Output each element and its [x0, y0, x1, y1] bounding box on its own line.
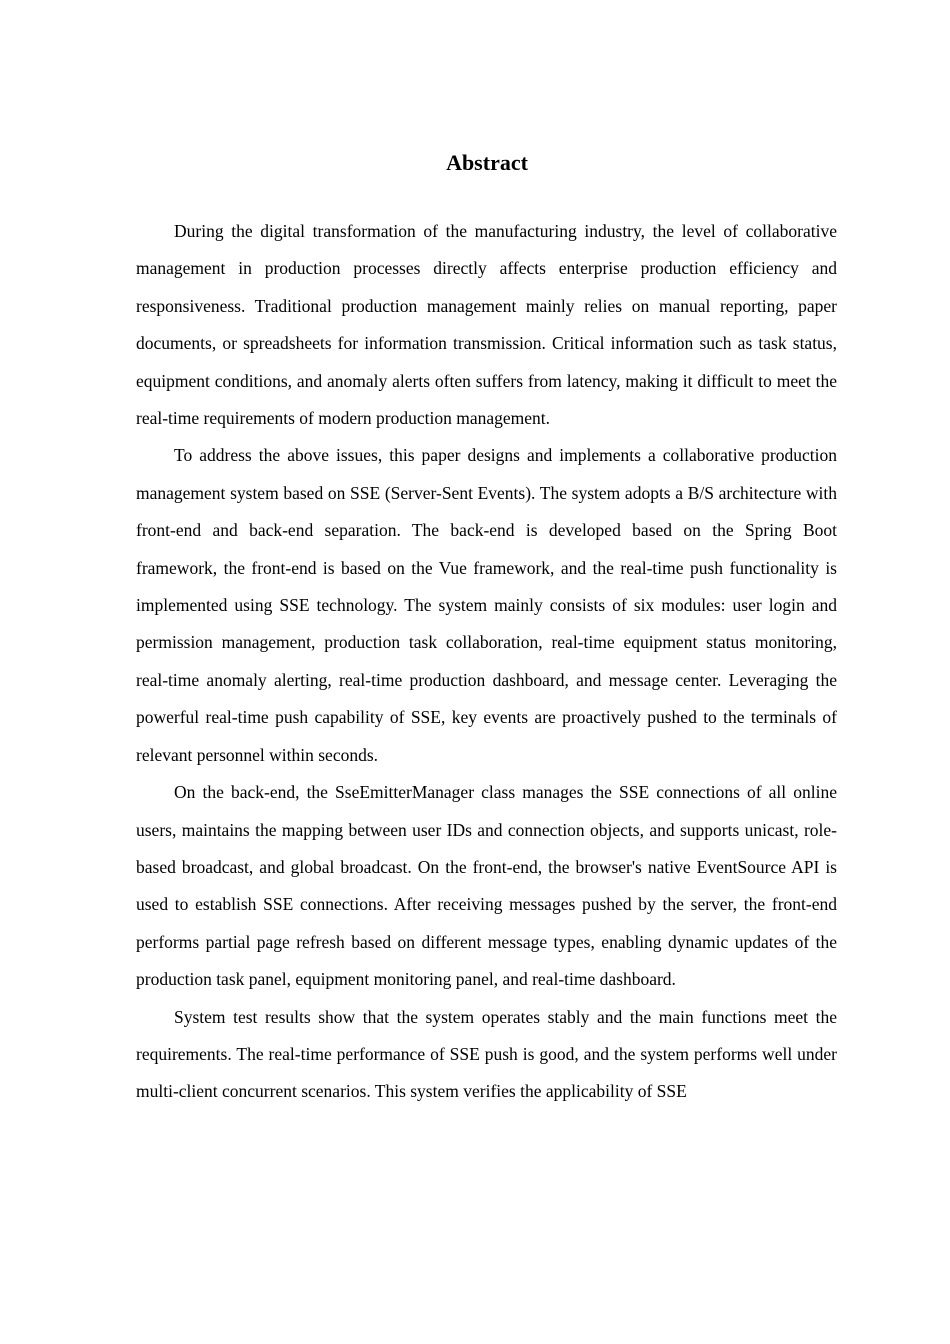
abstract-paragraph-3: On the back-end, the SseEmitterManager class manages the SSE connections of all online users, maintains the mapping between user IDs and connection objects, and supports unicast, role-based broadcast, and global broadcast. On the front-end, the browser's native EventSource API is used to establish SSE connections. After receiving messages pushed by the server, the front-end performs partial page refresh based on different message types, enabling dynamic updates of the production task panel, equipment monitoring panel, and real-time dashboard.: [136, 782, 837, 990]
abstract-body: [136, 213, 837, 1111]
abstract-paragraph-2: To address the above issues, this paper designs and implements a collaborative production management system based on SSE (Server-Sent Events). The system adopts a B/S architecture with front-end and back-end separation. The back-end is developed based on the Spring Boot framework, the front-end is based on the Vue framework, and the real-time push functionality is implemented using SSE technology. The system mainly consists of six modules: user login and permission management, production task collaboration, real-time equipment status monitoring, real-time anomaly alerting, real-time production dashboard, and message center. Leveraging the powerful real-time push capability of SSE, key events are proactively pushed to the terminals of relevant personnel within seconds.: [136, 445, 837, 765]
abstract-paragraph-4: System test results show that the system operates stably and the main functions meet the requirements. The real-time performance of SSE push is good, and the system performs well under multi-client concurrent scenarios. This system verifies the applicability of SSE: [136, 1006, 837, 1102]
abstract-title: Abstract: [446, 150, 528, 175]
abstract-paragraph-1: During the digital transformation of the manufacturing industry, the level of collaborative management in production processes directly affects enterprise production efficiency and responsiveness. Traditional production management mainly relies on manual reporting, paper documents, or spreadsheets for information transmission. Critical information such as task status, equipment conditions, and anomaly alerts often suffers from latency, making it difficult to meet the real-time requirements of modern production management.: [136, 221, 837, 429]
